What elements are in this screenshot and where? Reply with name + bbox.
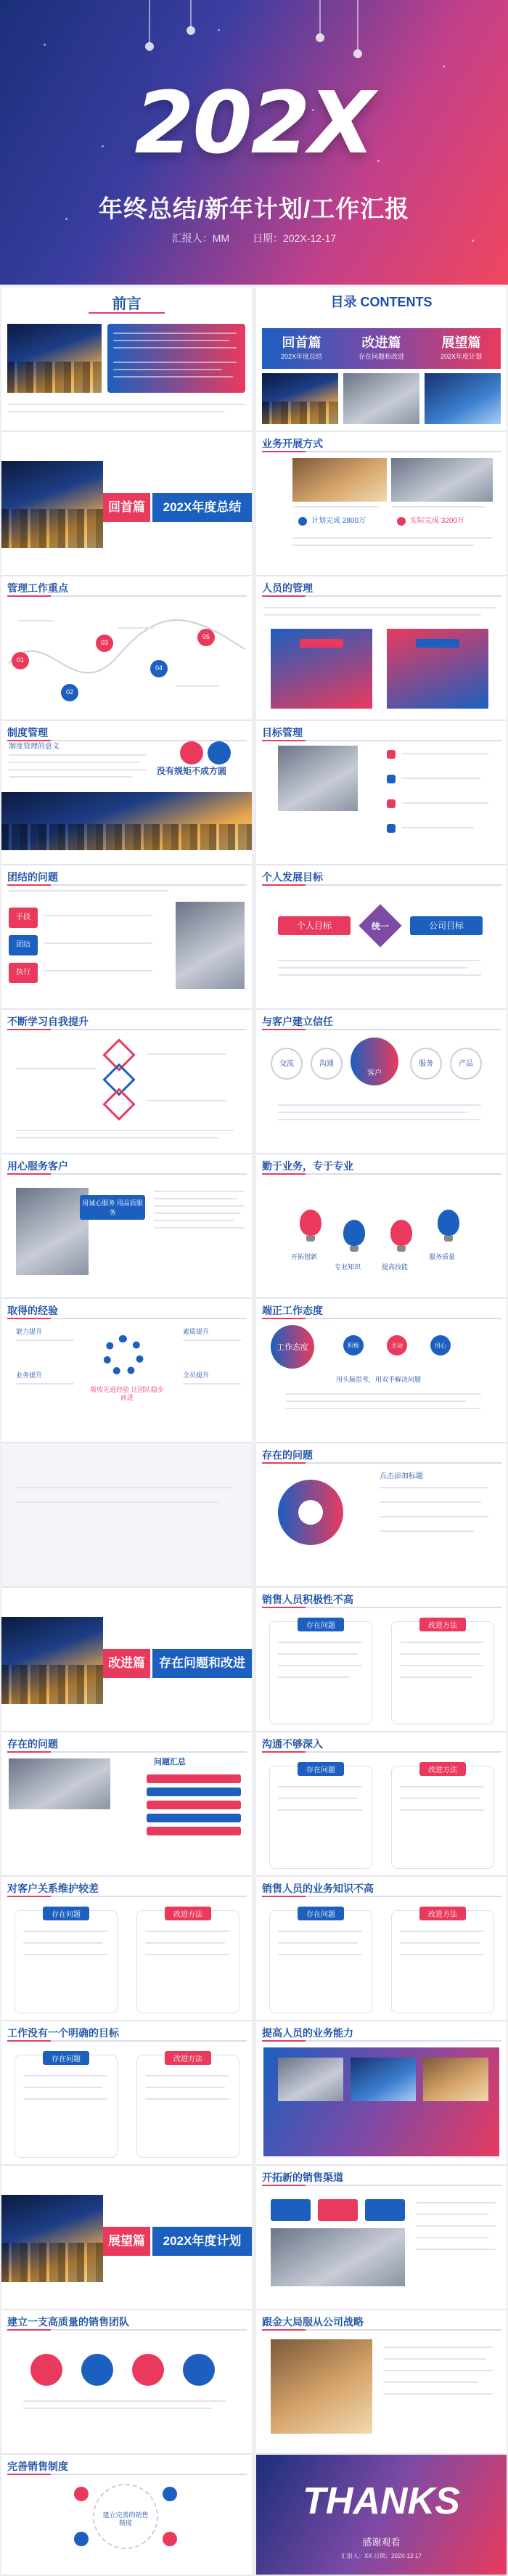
box-title: 存在问题 xyxy=(43,2051,89,2065)
photo xyxy=(278,2058,343,2101)
slide-contents xyxy=(256,288,507,431)
slide-title: 端正工作态度 xyxy=(262,1305,323,1316)
slide-title: 人员的管理 xyxy=(262,582,313,594)
box-title: 改进方法 xyxy=(165,2051,211,2065)
photo xyxy=(351,2058,416,2101)
personal-goal: 个人目标 xyxy=(278,916,351,935)
exp-item: 能力提升 xyxy=(16,1328,43,1335)
contents-item-3[interactable]: 展望篇 xyxy=(441,335,481,350)
slide-title: 提高人员的业务能力 xyxy=(262,2027,353,2039)
box-title: 存在问题 xyxy=(298,1618,344,1631)
trust-item: 服务 xyxy=(419,1060,433,1068)
solution-box xyxy=(136,1910,239,2013)
slide-title: 销售人员的业务知识不高 xyxy=(262,1883,374,1894)
slide-channels xyxy=(256,2166,507,2309)
slide-thanks xyxy=(256,2455,507,2575)
unify: 统一 xyxy=(371,921,389,932)
box-title: 存在问题 xyxy=(298,1907,344,1920)
company-goal: 公司目标 xyxy=(410,916,483,935)
slide-title: 工作没有一个明确的目标 xyxy=(7,2027,119,2039)
photo xyxy=(391,458,493,502)
slide-service xyxy=(1,1154,252,1297)
slide-sales-weak xyxy=(256,1588,507,1731)
section-title: 202X年度总结 xyxy=(152,493,252,522)
cover-slide xyxy=(0,0,508,285)
slide-title: 管理工作重点 xyxy=(7,582,68,594)
slide-title: 目录 CONTENTS xyxy=(330,295,433,309)
cover-year: 202X xyxy=(134,73,374,173)
tag-3: 执行 xyxy=(9,963,38,983)
photo xyxy=(292,458,387,502)
city-photo xyxy=(1,2195,103,2282)
thanks-sub: 感谢观看 xyxy=(362,2537,401,2548)
contents-item-1-sub: 202X年度总结 xyxy=(280,353,323,360)
slide-title: 开拓新的销售渠道 xyxy=(262,2172,343,2183)
center-label: 建立完善的销售制度 xyxy=(102,2511,149,2527)
photo xyxy=(176,902,245,989)
slogan: 没有规矩不成方圆 xyxy=(157,766,227,776)
slide-improve-skill xyxy=(256,2021,507,2164)
slide-title: 对客户关系维护较差 xyxy=(7,1883,99,1894)
slide-title: 个人发展目标 xyxy=(262,871,323,883)
problem-box xyxy=(269,1910,372,2013)
photo xyxy=(343,373,419,424)
photo xyxy=(262,373,338,424)
solution-box xyxy=(391,1621,494,1724)
slide-problems xyxy=(256,1443,507,1586)
city-photo xyxy=(1,792,252,850)
slide-no-goal xyxy=(1,2021,252,2164)
num-04: 04 xyxy=(155,664,163,672)
section-title: 存在问题和改进 xyxy=(152,1649,252,1678)
slide-title: 取得的经验 xyxy=(7,1305,58,1316)
photo xyxy=(9,1758,110,1809)
section-label: 回首篇 xyxy=(103,493,150,522)
attitude-note: 用头脑思考，用双手解决问题 xyxy=(336,1376,422,1383)
problem-box xyxy=(15,2055,118,2158)
box-title: 改进方法 xyxy=(419,1618,466,1631)
problem-box xyxy=(15,1910,118,2013)
slide-title: 跟金大局服从公司战略 xyxy=(262,2316,364,2328)
skill-item: 提高技能 xyxy=(382,1263,409,1271)
tag-1: 手段 xyxy=(9,908,38,928)
num-03: 03 xyxy=(100,639,108,646)
plan-icon xyxy=(298,517,307,526)
tag-2: 团结 xyxy=(9,935,38,955)
slide-experience xyxy=(1,1299,252,1442)
solution-box xyxy=(391,1766,494,1869)
city-photo xyxy=(7,324,102,393)
slide-placeholder xyxy=(1,1443,252,1586)
slide-section-1 xyxy=(1,432,252,575)
slide-professional xyxy=(256,1154,507,1297)
contents-item-2[interactable]: 改进篇 xyxy=(361,335,401,350)
problem-box xyxy=(269,1766,372,1869)
photo xyxy=(278,746,358,811)
slide-title: 目标管理 xyxy=(262,727,303,738)
attitude-center: 工作态度 xyxy=(276,1343,308,1352)
slide-title: 沟通不够深入 xyxy=(262,1738,323,1750)
slide-strategy xyxy=(256,2310,507,2453)
reporter: 汇报人：MM xyxy=(171,232,230,244)
num-05: 05 xyxy=(202,633,210,640)
photo xyxy=(271,2339,372,2434)
sub-title: 制度管理的意义 xyxy=(9,743,60,751)
slide-title: 用心服务客户 xyxy=(7,1160,68,1172)
slide-management-points xyxy=(1,576,252,720)
trust-item: 产品 xyxy=(459,1060,473,1068)
slide-business xyxy=(256,432,507,575)
slide-title: 团结的问题 xyxy=(7,871,58,883)
slide-title: 完善销售制度 xyxy=(7,2461,68,2472)
photo xyxy=(16,1188,89,1275)
box-title: 改进方法 xyxy=(419,1907,466,1920)
section-title: 202X年度计划 xyxy=(152,2227,252,2256)
slide-title: 销售人员积极性不高 xyxy=(262,1594,353,1605)
slide-personal-goal xyxy=(256,865,507,1008)
num-02: 02 xyxy=(65,688,73,696)
exp-center: 吸收先进经验 让团队稳步前进 xyxy=(90,1386,164,1401)
slide-preface xyxy=(1,288,252,431)
slide-learning xyxy=(1,1010,252,1153)
slide-title: 制度管理 xyxy=(7,727,48,738)
city-photo xyxy=(1,1617,103,1704)
slide-goal-management xyxy=(256,721,507,864)
num-01: 01 xyxy=(16,656,24,664)
section-label: 展望篇 xyxy=(103,2227,150,2256)
contents-item-1[interactable]: 回首篇 xyxy=(282,335,321,350)
trust-item: 交流 xyxy=(279,1060,294,1068)
skill-item: 服务质量 xyxy=(429,1253,456,1260)
trust-item: 沟通 xyxy=(319,1060,334,1068)
badge: 积极 xyxy=(348,1342,359,1349)
slide-system-management xyxy=(1,721,252,864)
hanging-ornament xyxy=(357,0,359,51)
slide-title: 业务开展方式 xyxy=(262,438,323,449)
slide-staff-management xyxy=(256,576,507,720)
photo xyxy=(423,2058,488,2101)
exp-item: 业务提升 xyxy=(16,1371,43,1379)
slide-team-issue xyxy=(1,865,252,1008)
skill-item: 开拓创新 xyxy=(291,1253,318,1260)
summary-title: 问题汇总 xyxy=(154,1758,186,1766)
slide-problems-2 xyxy=(1,1732,252,1875)
hanging-ornament xyxy=(149,0,150,44)
photo xyxy=(425,373,501,424)
hanging-ornament xyxy=(190,0,192,28)
actual-value: 实际完成 3200万 xyxy=(410,517,465,525)
slide-title: 存在的问题 xyxy=(262,1449,313,1461)
thanks-title: THANKS xyxy=(303,2480,460,2522)
slide-attitude xyxy=(256,1299,507,1442)
trust-center: 客户 xyxy=(367,1069,382,1077)
city-photo xyxy=(1,461,103,548)
slide-team-build xyxy=(1,2310,252,2453)
badge: 主动 xyxy=(391,1342,403,1349)
problems-caption: 点击添加标题 xyxy=(380,1472,423,1480)
cover-meta xyxy=(0,231,508,245)
slide-title: 存在的问题 xyxy=(7,1738,58,1750)
problem-box xyxy=(269,1621,372,1724)
slide-communication xyxy=(256,1732,507,1875)
hanging-ornament xyxy=(319,0,321,35)
cover-title: 年终总结/新年计划/工作汇报 xyxy=(98,195,410,222)
slide-skill-issue xyxy=(256,1877,507,2020)
slide-section-3 xyxy=(1,2166,252,2309)
slide-title: 前言 xyxy=(112,296,142,312)
contents-item-2-sub: 存在问题和改进 xyxy=(358,353,404,360)
solution-box xyxy=(136,2055,239,2158)
date: 日期：202X-12-17 xyxy=(253,232,337,244)
slide-trust xyxy=(256,1010,507,1153)
service-box: 用诚心服务 用品质服务 xyxy=(80,1195,145,1220)
slide-title: 与客户建立信任 xyxy=(262,1016,333,1027)
thanks-meta: 汇报人：XX 日期：202X-12-17 xyxy=(341,2553,422,2559)
box-title: 存在问题 xyxy=(298,1762,344,1776)
actual-icon xyxy=(397,517,406,526)
plan-value: 计划完成 2800万 xyxy=(311,517,366,525)
box-title: 改进方法 xyxy=(419,1762,466,1776)
contents-item-3-sub: 202X年度计划 xyxy=(440,353,483,360)
badge: 用心 xyxy=(435,1342,446,1349)
box-title: 改进方法 xyxy=(165,1907,211,1920)
slide-section-2 xyxy=(1,1588,252,1731)
slide-client-relations xyxy=(1,1877,252,2020)
exp-item: 全员提升 xyxy=(183,1371,210,1379)
photo xyxy=(271,2228,405,2286)
exp-item: 素质提升 xyxy=(183,1328,210,1335)
solution-box xyxy=(391,1910,494,2013)
box-title: 存在问题 xyxy=(43,1907,89,1920)
skill-item: 专业知识 xyxy=(335,1263,361,1271)
section-label: 改进篇 xyxy=(103,1649,150,1678)
slide-sales-system xyxy=(1,2455,252,2575)
slide-title: 不断学习自我提升 xyxy=(7,1016,89,1027)
slide-title: 建立一支高质量的销售团队 xyxy=(7,2316,129,2328)
slide-title: 勤于业务，专于专业 xyxy=(262,1160,353,1172)
